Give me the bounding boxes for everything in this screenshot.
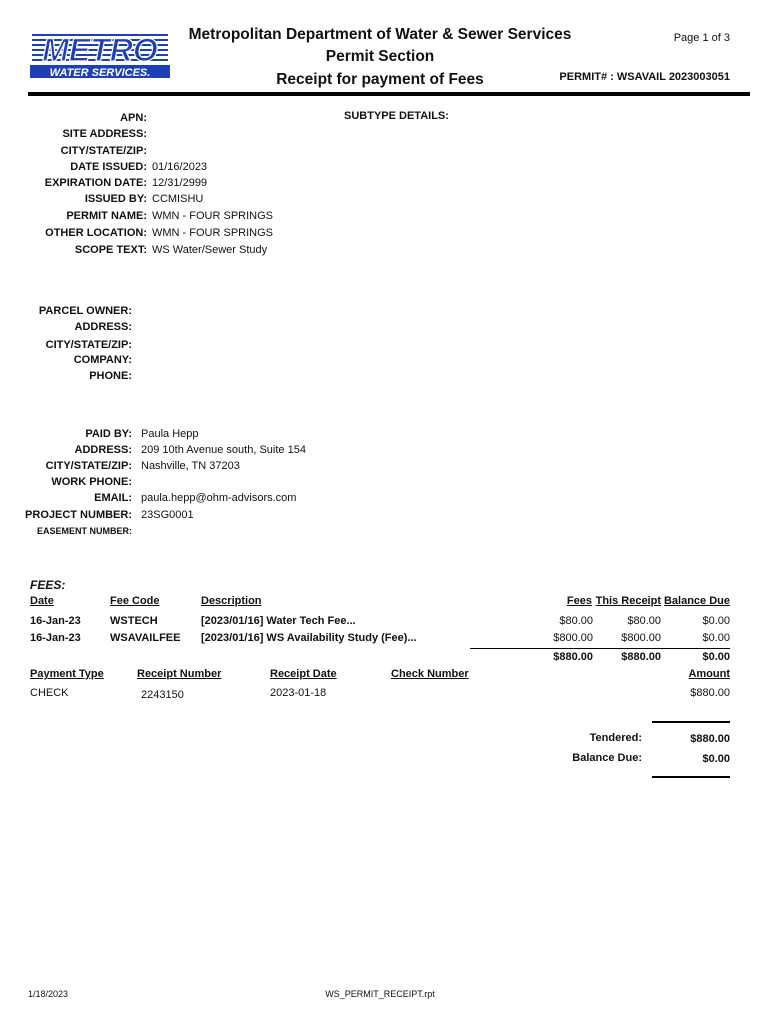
fees-header-fee-code: Fee Code <box>110 595 160 607</box>
scope-text-value: WS Water/Sewer Study <box>152 244 268 256</box>
paid-by-address-value: 209 10th Avenue south, Suite 154 <box>141 444 306 456</box>
fees-title: FEES: <box>30 578 66 592</box>
site-address-label: SITE ADDRESS: <box>62 128 147 140</box>
logo-text-top: METRO <box>42 32 158 68</box>
paid-by-city-state-zip-label: CITY/STATE/ZIP: <box>45 460 132 472</box>
paid-by-city-state-zip-value: Nashville, TN 37203 <box>141 460 240 472</box>
payment-header-type: Payment Type <box>30 668 104 680</box>
owner-address-label: ADDRESS: <box>74 321 132 333</box>
work-phone-label: WORK PHONE: <box>51 476 132 488</box>
project-number-label: PROJECT NUMBER: <box>25 509 132 521</box>
other-location-value: WMN - FOUR SPRINGS <box>152 227 273 239</box>
fees-total-balance-due: $0.00 <box>702 651 730 663</box>
project-number-value: 23SG0001 <box>141 509 194 521</box>
fee-row-this-receipt: $80.00 <box>627 615 661 627</box>
fees-header-date: Date <box>30 595 54 607</box>
fees-total-divider <box>470 648 730 649</box>
tendered-divider <box>652 721 730 723</box>
payment-header-amount: Amount <box>688 668 730 680</box>
fee-row-balance-due: $0.00 <box>702 615 730 627</box>
scope-text-label: SCOPE TEXT: <box>74 244 147 256</box>
paid-by-address-label: ADDRESS: <box>74 444 132 456</box>
paid-by-label: PAID BY: <box>85 428 132 440</box>
parcel-owner-label: PARCEL OWNER: <box>38 305 132 317</box>
email-value: paula.hepp@ohm-advisors.com <box>141 492 297 504</box>
header-title-line1: Metropolitan Department of Water & Sewer Services <box>188 26 572 43</box>
owner-phone-label: PHONE: <box>89 370 132 382</box>
payment-amount-value: $880.00 <box>690 687 730 699</box>
permit-name-label: PERMIT NAME: <box>66 210 147 222</box>
fee-row-code: WSAVAILFEE <box>110 632 181 644</box>
page-number: Page 1 of 3 <box>673 32 730 44</box>
tendered-value: $880.00 <box>690 733 730 745</box>
tendered-label: Tendered: <box>589 732 642 744</box>
apn-label: APN: <box>120 112 147 124</box>
footer-date: 1/18/2023 <box>28 989 69 999</box>
fees-total-this-receipt: $880.00 <box>621 651 661 663</box>
fee-row-code: WSTECH <box>110 615 158 627</box>
balance-due-label: Balance Due: <box>572 752 642 764</box>
fees-header-balance-due: Balance Due <box>663 595 730 607</box>
city-state-zip-label: CITY/STATE/ZIP: <box>60 145 147 157</box>
fee-row-description: [2023/01/16] WS Availability Study (Fee)... <box>201 632 417 644</box>
permit-name-value: WMN - FOUR SPRINGS <box>152 210 273 222</box>
fees-total-fees: $880.00 <box>553 651 593 663</box>
email-label: EMAIL: <box>94 492 132 504</box>
permit-number: PERMIT# : WSAVAIL 2023003051 <box>559 71 730 83</box>
logo-text-bottom: WATER SERVICES. <box>49 67 151 79</box>
owner-city-state-zip-label: CITY/STATE/ZIP: <box>45 339 132 351</box>
receipt-date-value: 2023-01-18 <box>270 687 327 699</box>
payment-header-check-number: Check Number <box>391 668 469 680</box>
subtype-details-label: SUBTYPE DETAILS: <box>344 110 449 122</box>
issued-by-label: ISSUED BY: <box>84 193 147 205</box>
fees-header-description: Description <box>201 595 262 607</box>
fee-row-date: 16-Jan-23 <box>30 615 81 627</box>
other-location-label: OTHER LOCATION: <box>45 227 147 239</box>
fee-row-fees: $800.00 <box>553 632 593 644</box>
fee-row-description: [2023/01/16] Water Tech Fee... <box>201 615 356 627</box>
fee-row-fees: $80.00 <box>559 615 593 627</box>
metro-water-services-logo <box>28 30 172 80</box>
footer-report-name: WS_PERMIT_RECEIPT.rpt <box>325 989 435 999</box>
issued-by-value: CCMISHU <box>152 193 204 205</box>
fees-header-fees: Fees <box>566 595 592 607</box>
date-issued-label: DATE ISSUED: <box>70 161 147 173</box>
expiration-date-value: 12/31/2999 <box>152 177 208 189</box>
expiration-date-label: EXPIRATION DATE: <box>44 177 147 189</box>
date-issued-value: 01/16/2023 <box>152 161 208 173</box>
receipt-number-value: 2243150 <box>141 689 184 701</box>
payment-header-receipt-date: Receipt Date <box>270 668 337 680</box>
fee-row-balance-due: $0.00 <box>702 632 730 644</box>
header-divider <box>28 92 750 96</box>
header-title-line3: Receipt for payment of Fees <box>276 71 484 88</box>
easement-number-label: EASEMENT NUMBER: <box>36 526 132 536</box>
fee-row-this-receipt: $800.00 <box>621 632 661 644</box>
company-label: COMPANY: <box>73 354 132 366</box>
balance-due-value: $0.00 <box>702 753 730 765</box>
fee-row-date: 16-Jan-23 <box>30 632 81 644</box>
paid-by-value: Paula Hepp <box>141 428 199 440</box>
balance-divider <box>652 776 730 778</box>
header-title-line2: Permit Section <box>325 48 435 65</box>
payment-type-value: CHECK <box>30 687 69 699</box>
fees-header-this-receipt: This Receipt <box>595 595 661 607</box>
payment-header-receipt-number: Receipt Number <box>137 668 222 680</box>
